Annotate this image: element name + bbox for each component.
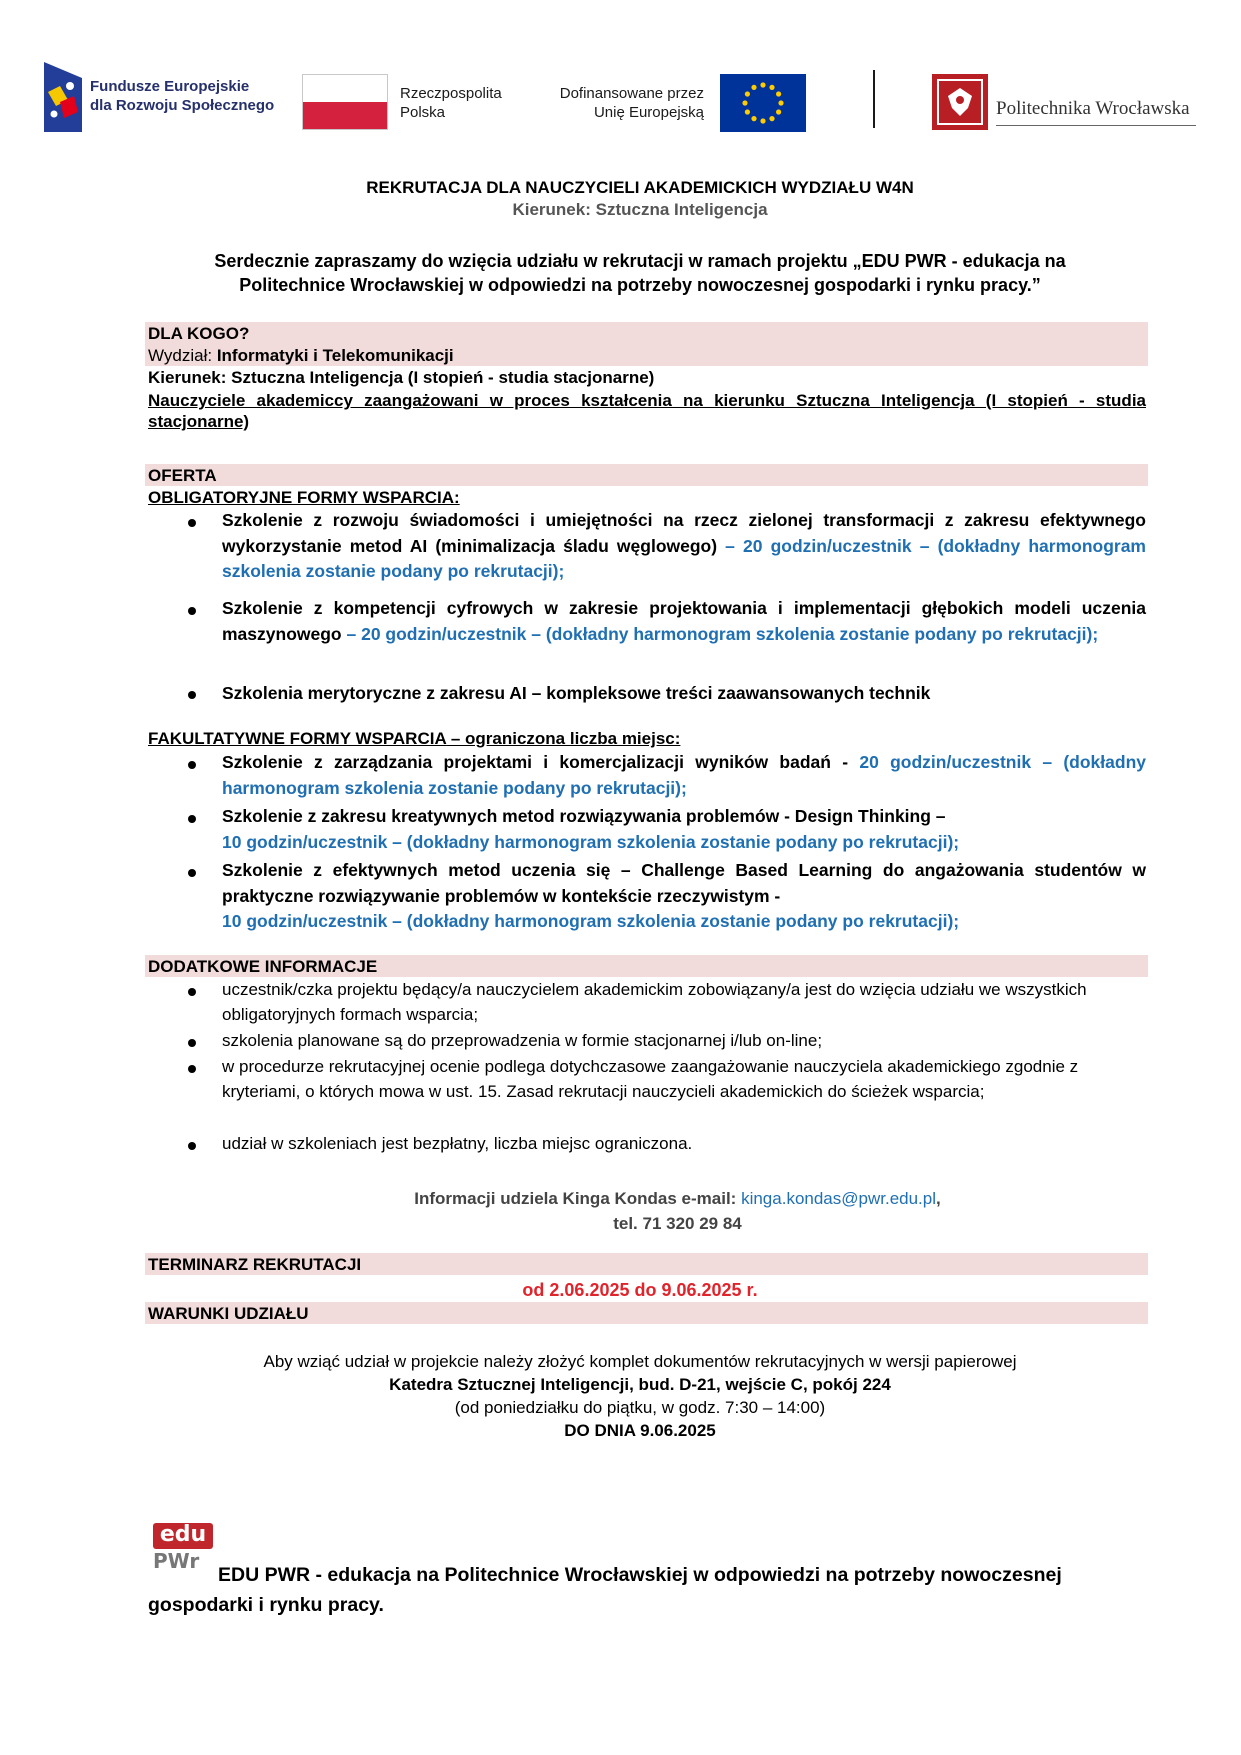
warunki-body (120, 1350, 1160, 1442)
wydzial-line (148, 345, 1146, 366)
info-item-1: uczestnik/czka projektu będący/a nauczycielem akademickim zobowiązany/a jest do wzięcia udziału we wszystkich obligatoryjnych formach wsparcia; (222, 980, 1087, 1024)
dodatkowe-heading: DODATKOWE INFORMACJE (148, 957, 378, 976)
pwr-eagle-icon (932, 74, 988, 130)
fe-flag-icon (44, 62, 82, 132)
obligatory-heading: OBLIGATORYJNE FORMY WSPARCIA: (148, 488, 460, 507)
obligatory-item-2-hours: – 20 godzin/uczestnik – (dokładny harmonogram szkolenia zostanie podany po rekrutacji); (341, 623, 1099, 644)
obligatory-item-1-hours: – 20 godzin/uczestnik – (dokładny harmonogram szkolenia zostanie podany po rekrutacji); (222, 535, 1146, 581)
invitation-line1: Serdecznie zapraszamy do wzięcia udziału w rekrutacji w ramach projektu „EDU PWR - edukacja na (214, 251, 1066, 271)
eu-text (550, 84, 704, 122)
invitation (120, 249, 1160, 297)
terminarz-heading: TERMINARZ REKRUTACJI (148, 1255, 362, 1274)
page-title: REKRUTACJA DLA NAUCZYCIELI AKADEMICKICH WYDZIAŁU W4N (366, 178, 914, 197)
bullet-icon (188, 815, 196, 823)
fe-line2: dla Rozwoju Społecznego (90, 97, 275, 114)
warunki-hours: (od poniedziałku do piątku, w godz. 7:30 – 14:00) (454, 1398, 826, 1417)
wydzial-label: Wydział: (148, 346, 217, 365)
edu-logo-bottom: PWr (153, 1549, 200, 1573)
eu-flag-icon (720, 74, 806, 132)
obligatory-item-3: Szkolenia merytoryczne z zakresu AI – kompleksowe treści zaawansowanych technik (222, 683, 931, 703)
bullet-icon (188, 761, 196, 769)
bullet-icon (188, 607, 196, 615)
warunki-line1: Aby wziąć udział w projekcie należy złożyć komplet dokumentów rekrutacyjnych w wersji papierowej (263, 1352, 1017, 1371)
eu-logo (550, 74, 850, 130)
fe-logo (44, 62, 284, 134)
footer-project-name: EDU PWR - edukacja na Politechnice Wrocławskiej w odpowiedzi na potrzeby nowoczesnej gospodarki i rynku pracy. (148, 1564, 1062, 1616)
eu-line2: Unię Europejską (593, 104, 704, 121)
info-item-2: szkolenia planowane są do przeprowadzenia w formie stacjonarnej i/lub on-line; (222, 1031, 823, 1050)
info-item-3: w procedurze rekrutacyjnej ocenie podlega dotychczasowe zaangażowanie nauczyciela akademickiego zgodnie z kryteriami, o których mowa w ust. 15. Zasad rekrutacji nauczycieli akademickich do ścieżek wsparcia; (222, 1057, 1079, 1101)
pwr-underline (996, 125, 1196, 126)
facultative-heading-line (148, 728, 1146, 749)
terminarz-dates: od 2.06.2025 do 9.06.2025 r. (522, 1280, 758, 1300)
rp-text (400, 84, 502, 122)
rp-line1: Rzeczpospolita (400, 85, 502, 102)
rp-logo (302, 74, 522, 130)
page-subtitle: Kierunek: Sztuczna Inteligencja (512, 200, 768, 219)
fe-text (90, 77, 274, 115)
kierunek-line: Kierunek: Sztuczna Inteligencja (I stopień - studia stacjonarne) (148, 368, 655, 387)
obligatory-item-1 (222, 508, 1146, 585)
bullet-icon (188, 988, 196, 996)
obligatory-item-2-text: Szkolenie z kompetencji cyfrowych w zakresie projektowania i implementacji głębokich modeli uczenia maszynowego (222, 598, 1146, 644)
info-item-4: udział w szkoleniach jest bezpłatny, liczba miejsc ograniczona. (222, 1134, 693, 1153)
warunki-heading: WARUNKI UDZIAŁU (148, 1304, 309, 1323)
bullet-icon (188, 1039, 196, 1047)
facultative-item-2 (222, 804, 1146, 855)
facultative-item-3 (222, 858, 1146, 935)
oferta-heading: OFERTA (148, 466, 217, 485)
warunki-address: Katedra Sztucznej Inteligencji, bud. D-21, wejście C, pokój 224 (389, 1375, 891, 1394)
bullet-icon (188, 519, 196, 527)
facultative-heading: FAKULTATYWNE FORMY WSPARCIA (148, 729, 447, 748)
facultative-item-3-hours: 10 godzin/uczestnik – (dokładny harmonogram szkolenia zostanie podany po rekrutacji); (222, 911, 960, 931)
facultative-suffix: – ograniczona liczba miejsc: (446, 729, 681, 748)
fe-line1: Fundusze Europejskie (90, 78, 250, 95)
contact-phone: tel. 71 320 29 84 (613, 1214, 742, 1233)
facultative-item-1 (222, 750, 1146, 801)
bullet-icon (188, 1142, 196, 1150)
contact-email-link[interactable]: kinga.kondas@pwr.edu.pl (741, 1189, 937, 1208)
facultative-item-1-hours: 20 godzin/uczestnik – (dokładny harmonogram szkolenia zostanie podany po rekrutacji); (222, 752, 1146, 798)
poland-flag-icon (302, 74, 388, 130)
obligatory-item-1-text: Szkolenie z rozwoju świadomości i umiejętności na rzecz zielonej transformacji z zakresu efektywnego wykorzystanie metod AI (minimalizacja śladu węglowego) (222, 510, 1146, 556)
contact-line (120, 1186, 1235, 1211)
logo-bar (40, 58, 1200, 138)
section-bar-oferta (145, 464, 1148, 486)
bullet-icon (188, 1065, 196, 1073)
section-bar-dla-kogo (145, 322, 1148, 344)
facultative-item-1-text: Szkolenie z zarządzania projektami i komercjalizacji wyników badań - (222, 752, 860, 772)
warunki-deadline: DO DNIA 9.06.2025 (564, 1421, 716, 1440)
invitation-line2: Politechnice Wrocławskiej w odpowiedzi na potrzeby nowoczesnej gospodarki i rynku pracy.” (239, 275, 1041, 295)
obligatory-item-2 (222, 596, 1146, 647)
pwr-logo (932, 74, 1200, 130)
logo-divider (873, 70, 875, 128)
rp-line2: Polska (400, 104, 446, 121)
pwr-text: Politechnika Wrocławska (996, 98, 1190, 119)
contact-label: Informacji udziela Kinga Kondas e-mail: (414, 1189, 742, 1208)
wydzial-value: Informatyki i Telekomunikacji (216, 346, 454, 365)
contact-comma: , (936, 1189, 941, 1208)
eu-line1: Dofinansowane przez (559, 85, 704, 102)
bullet-icon (188, 869, 196, 877)
facultative-item-3-text: Szkolenie z efektywnych metod uczenia się – Challenge Based Learning do angażowania studentów w praktyczne rozwiązywanie problemów w kontekście rzeczywistym - (222, 860, 1146, 906)
footer-text (148, 1560, 1148, 1620)
nauczyciele-line: Nauczyciele akademiccy zaangażowani w proces kształcenia na kierunku Sztuczna Inteligencja (I stopień - studia stacjonarne) (148, 391, 1146, 431)
facultative-item-2-text: Szkolenie z zakresu kreatywnych metod rozwiązywania problemów - Design Thinking – (222, 806, 946, 826)
dla-kogo-heading: DLA KOGO? (148, 324, 250, 343)
facultative-item-2-hours: 10 godzin/uczestnik – (dokładny harmonogram szkolenia zostanie podany po rekrutacji); (222, 831, 960, 852)
bullet-icon (188, 691, 196, 699)
edu-logo-top: edu (153, 1523, 213, 1549)
